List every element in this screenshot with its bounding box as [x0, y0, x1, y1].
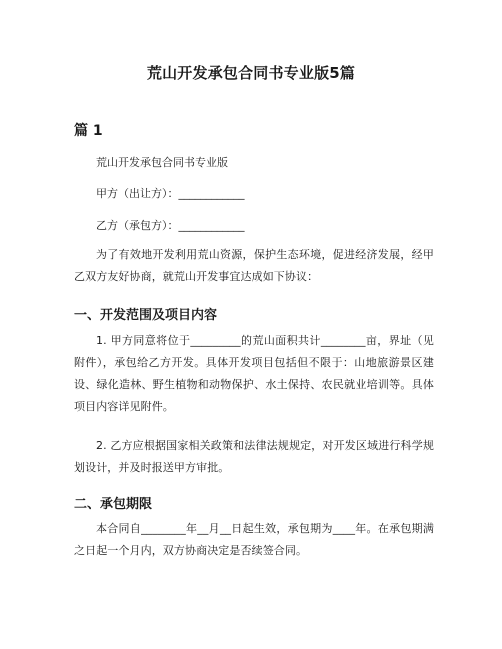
- preamble-paragraph: 为了有效地开发利用荒山资源，保护生态环境，促进经济发展，经甲乙双方友好协商，就荒山开发事宜达成如下协议：: [74, 248, 434, 283]
- article2-paragraph-1: 本合同自________年__月__日起生效，承包期为____年。在承包期满之日起一个月内，双方协商决定是否续签合同。: [74, 522, 434, 557]
- article2-heading: 二、承包期限: [74, 497, 153, 512]
- article1-heading: 一、开发范围及项目内容: [74, 308, 218, 323]
- article1-paragraph-2: 2. 乙方应根据国家相关政策和法律法规规定，对开发区域进行科学规划设计，并及时报送甲方审批。: [74, 439, 434, 474]
- section-heading: 篇 1: [74, 123, 103, 139]
- party-b-line: 乙方（承包方）：____________: [96, 219, 245, 232]
- document-title: 荒山开发承包合同书专业版5篇: [146, 64, 356, 82]
- article1-paragraph-1: 1. 甲方同意将位于_________的荒山面积共计________亩，界址（见附件），承包给乙方开发。具体开发项目包括但不限于：山地旅游景区建设、绿化造林、野生植物和动物保护、水土保持、农民就业培训等。具体项目内容详见附件。: [74, 334, 434, 413]
- contract-name: 荒山开发承包合同书专业版: [96, 156, 228, 169]
- party-a-line: 甲方（出让方）：____________: [96, 187, 245, 200]
